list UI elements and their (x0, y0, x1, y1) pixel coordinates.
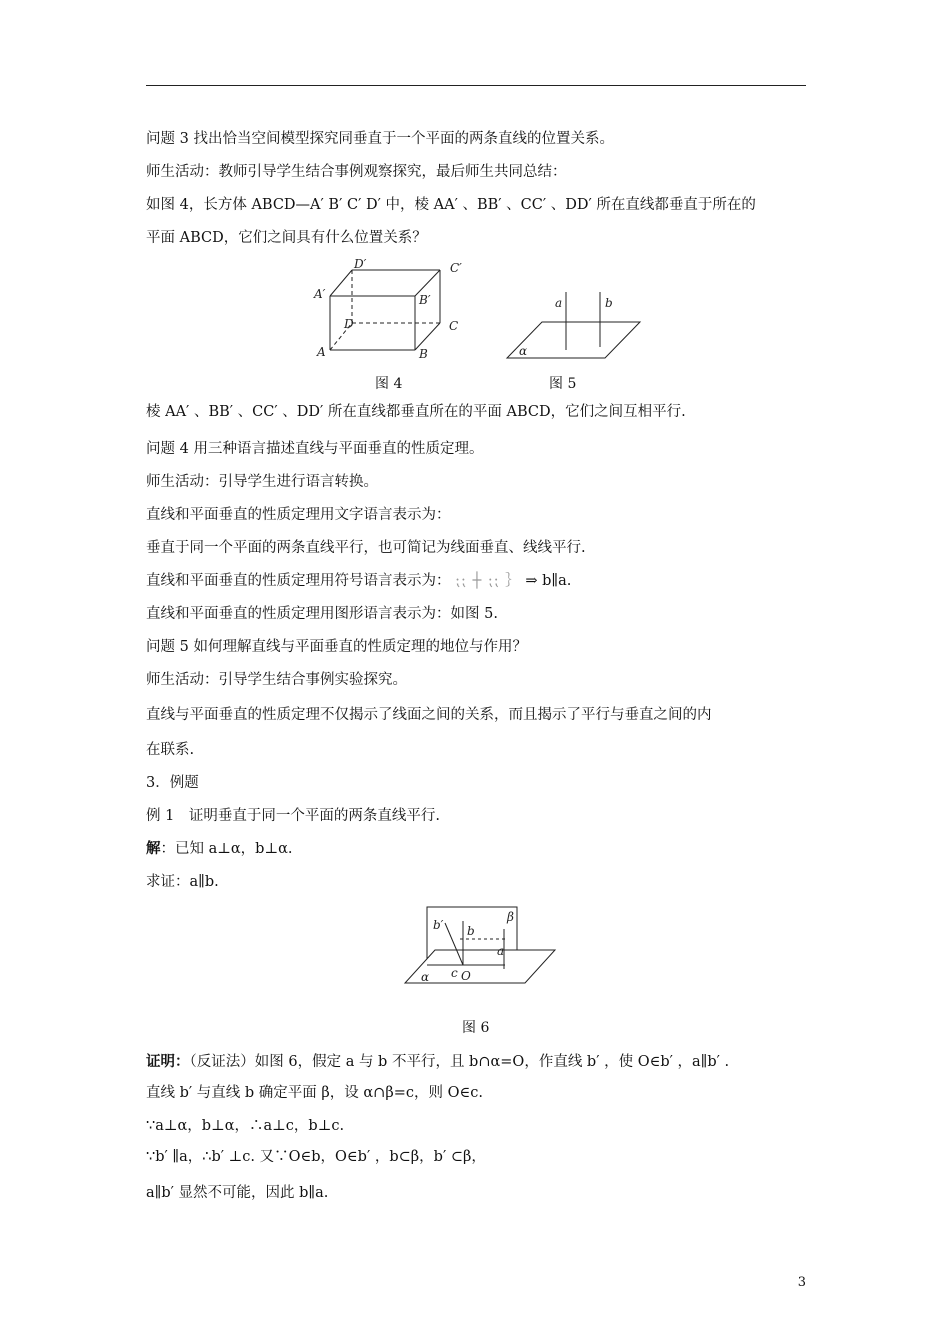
problem-5: 问题 5 如何理解直线与平面垂直的性质定理的地位与作用？ (146, 639, 527, 655)
figure-6-caption: 图 6 (462, 1020, 490, 1036)
fig5-label: a (555, 296, 563, 310)
figure-4-caption: 图 4 (375, 376, 403, 392)
prove-statement: 求证：a∥b. (146, 874, 219, 890)
paragraph-fig4: 如图 4，长方体 ABCD—A′ B′ C′ D′ 中，棱 AA′ 、BB′ 、CC′ 、DD′ 所在直线都垂直于所在的 (146, 197, 756, 213)
figure-5-caption: 图 5 (549, 376, 577, 392)
fig6-label: O (461, 969, 471, 983)
paragraph-fig4-cont: 平面 ABCD，它们之间具有什么位置关系？ (146, 230, 427, 246)
proof-text: （反证法）如图 6，假定 a 与 b 不平行，且 b∩α=O，作直线 b′ ，使 O∈b′ ，a∥b′ . (189, 1054, 730, 1070)
figure-6-planes (405, 903, 555, 988)
activity-text: 师生活动：引导学生结合事例实验探究。 (146, 672, 407, 688)
symbol-language-label: 直线和平面垂直的性质定理用符号语言表示为： (146, 573, 451, 589)
page-number: 3 (797, 1275, 806, 1290)
activity-text: 师生活动：引导学生进行语言转换。 (146, 474, 378, 490)
example-1: 例 1 证明垂直于同一个平面的两条直线平行. (146, 808, 440, 824)
proof-line-5: a∥b′ 显然不可能，因此 b∥a. (146, 1185, 329, 1201)
solution-given (146, 839, 293, 859)
conclusion-text: 棱 AA′ 、BB′ 、CC′ 、DD′ 所在直线都垂直所在的平面 ABCD，它们之间互相平行. (146, 404, 686, 420)
proof-line-2: 直线 b′ 与直线 b 确定平面 β，设 α∩β=c，则 O∈c. (146, 1085, 483, 1101)
proof-line-3: ∵a⊥α，b⊥α，∴a⊥c，b⊥c. (146, 1118, 345, 1134)
fig6-label: b (467, 924, 475, 938)
solution-text: ：已知 a⊥α，b⊥α. (160, 841, 293, 857)
fig4-label: A (317, 345, 326, 359)
fig6-label: b′ (433, 918, 444, 932)
section-heading: 3．例题 (146, 775, 199, 791)
fig5-label: α (519, 344, 528, 358)
fig6-label: a (497, 944, 505, 958)
symbol-language (146, 571, 571, 591)
solution-label: 解 (146, 841, 161, 857)
fig4-label: C′ (450, 261, 462, 275)
fig5-label: b (605, 296, 613, 310)
proof-line-4: ∵b′ ∥a，∴b′ ⊥c. 又∵O∈b，O∈b′ ，b⊂β，b′ ⊂β， (146, 1149, 486, 1165)
fig4-label: C (449, 319, 459, 333)
formula-image: ⁏⁏ ┼ ⁏⁏ ｝ (455, 573, 521, 589)
fig4-label: D (344, 317, 354, 331)
graphic-language: 直线和平面垂直的性质定理用图形语言表示为：如图 5. (146, 606, 498, 622)
fig4-label: B′ (419, 293, 431, 307)
fig4-label: B (419, 347, 428, 361)
problem-4: 问题 4 用三种语言描述直线与平面垂直的性质定理。 (146, 441, 484, 457)
header-rule (146, 85, 806, 86)
text-language-intro: 直线和平面垂直的性质定理用文字语言表示为： (146, 507, 451, 523)
figure-5-plane (505, 290, 645, 365)
fig4-label: D′ (354, 257, 367, 271)
summary-text: 直线与平面垂直的性质定理不仅揭示了线面之间的关系，而且揭示了平行与垂直之间的内 (146, 707, 712, 723)
fig6-label: c (451, 966, 458, 980)
theorem-text: 垂直于同一个平面的两条直线平行，也可简记为线面垂直、线线平行. (146, 540, 586, 556)
symbol-language-result: ⇒ b∥a. (525, 573, 572, 589)
proof-label: 证明： (146, 1054, 190, 1070)
summary-text-cont: 在联系. (146, 742, 195, 758)
proof-line-1 (146, 1052, 729, 1072)
fig6-label: α (421, 970, 430, 984)
activity-text: 师生活动：教师引导学生结合事例观察探究，最后师生共同总结： (146, 164, 567, 180)
problem-3: 问题 3 找出恰当空间模型探究同垂直于一个平面的两条直线的位置关系。 (146, 131, 614, 147)
fig4-label: A′ (314, 287, 326, 301)
fig6-label: β (507, 910, 514, 924)
figure-4-cuboid (300, 258, 480, 368)
